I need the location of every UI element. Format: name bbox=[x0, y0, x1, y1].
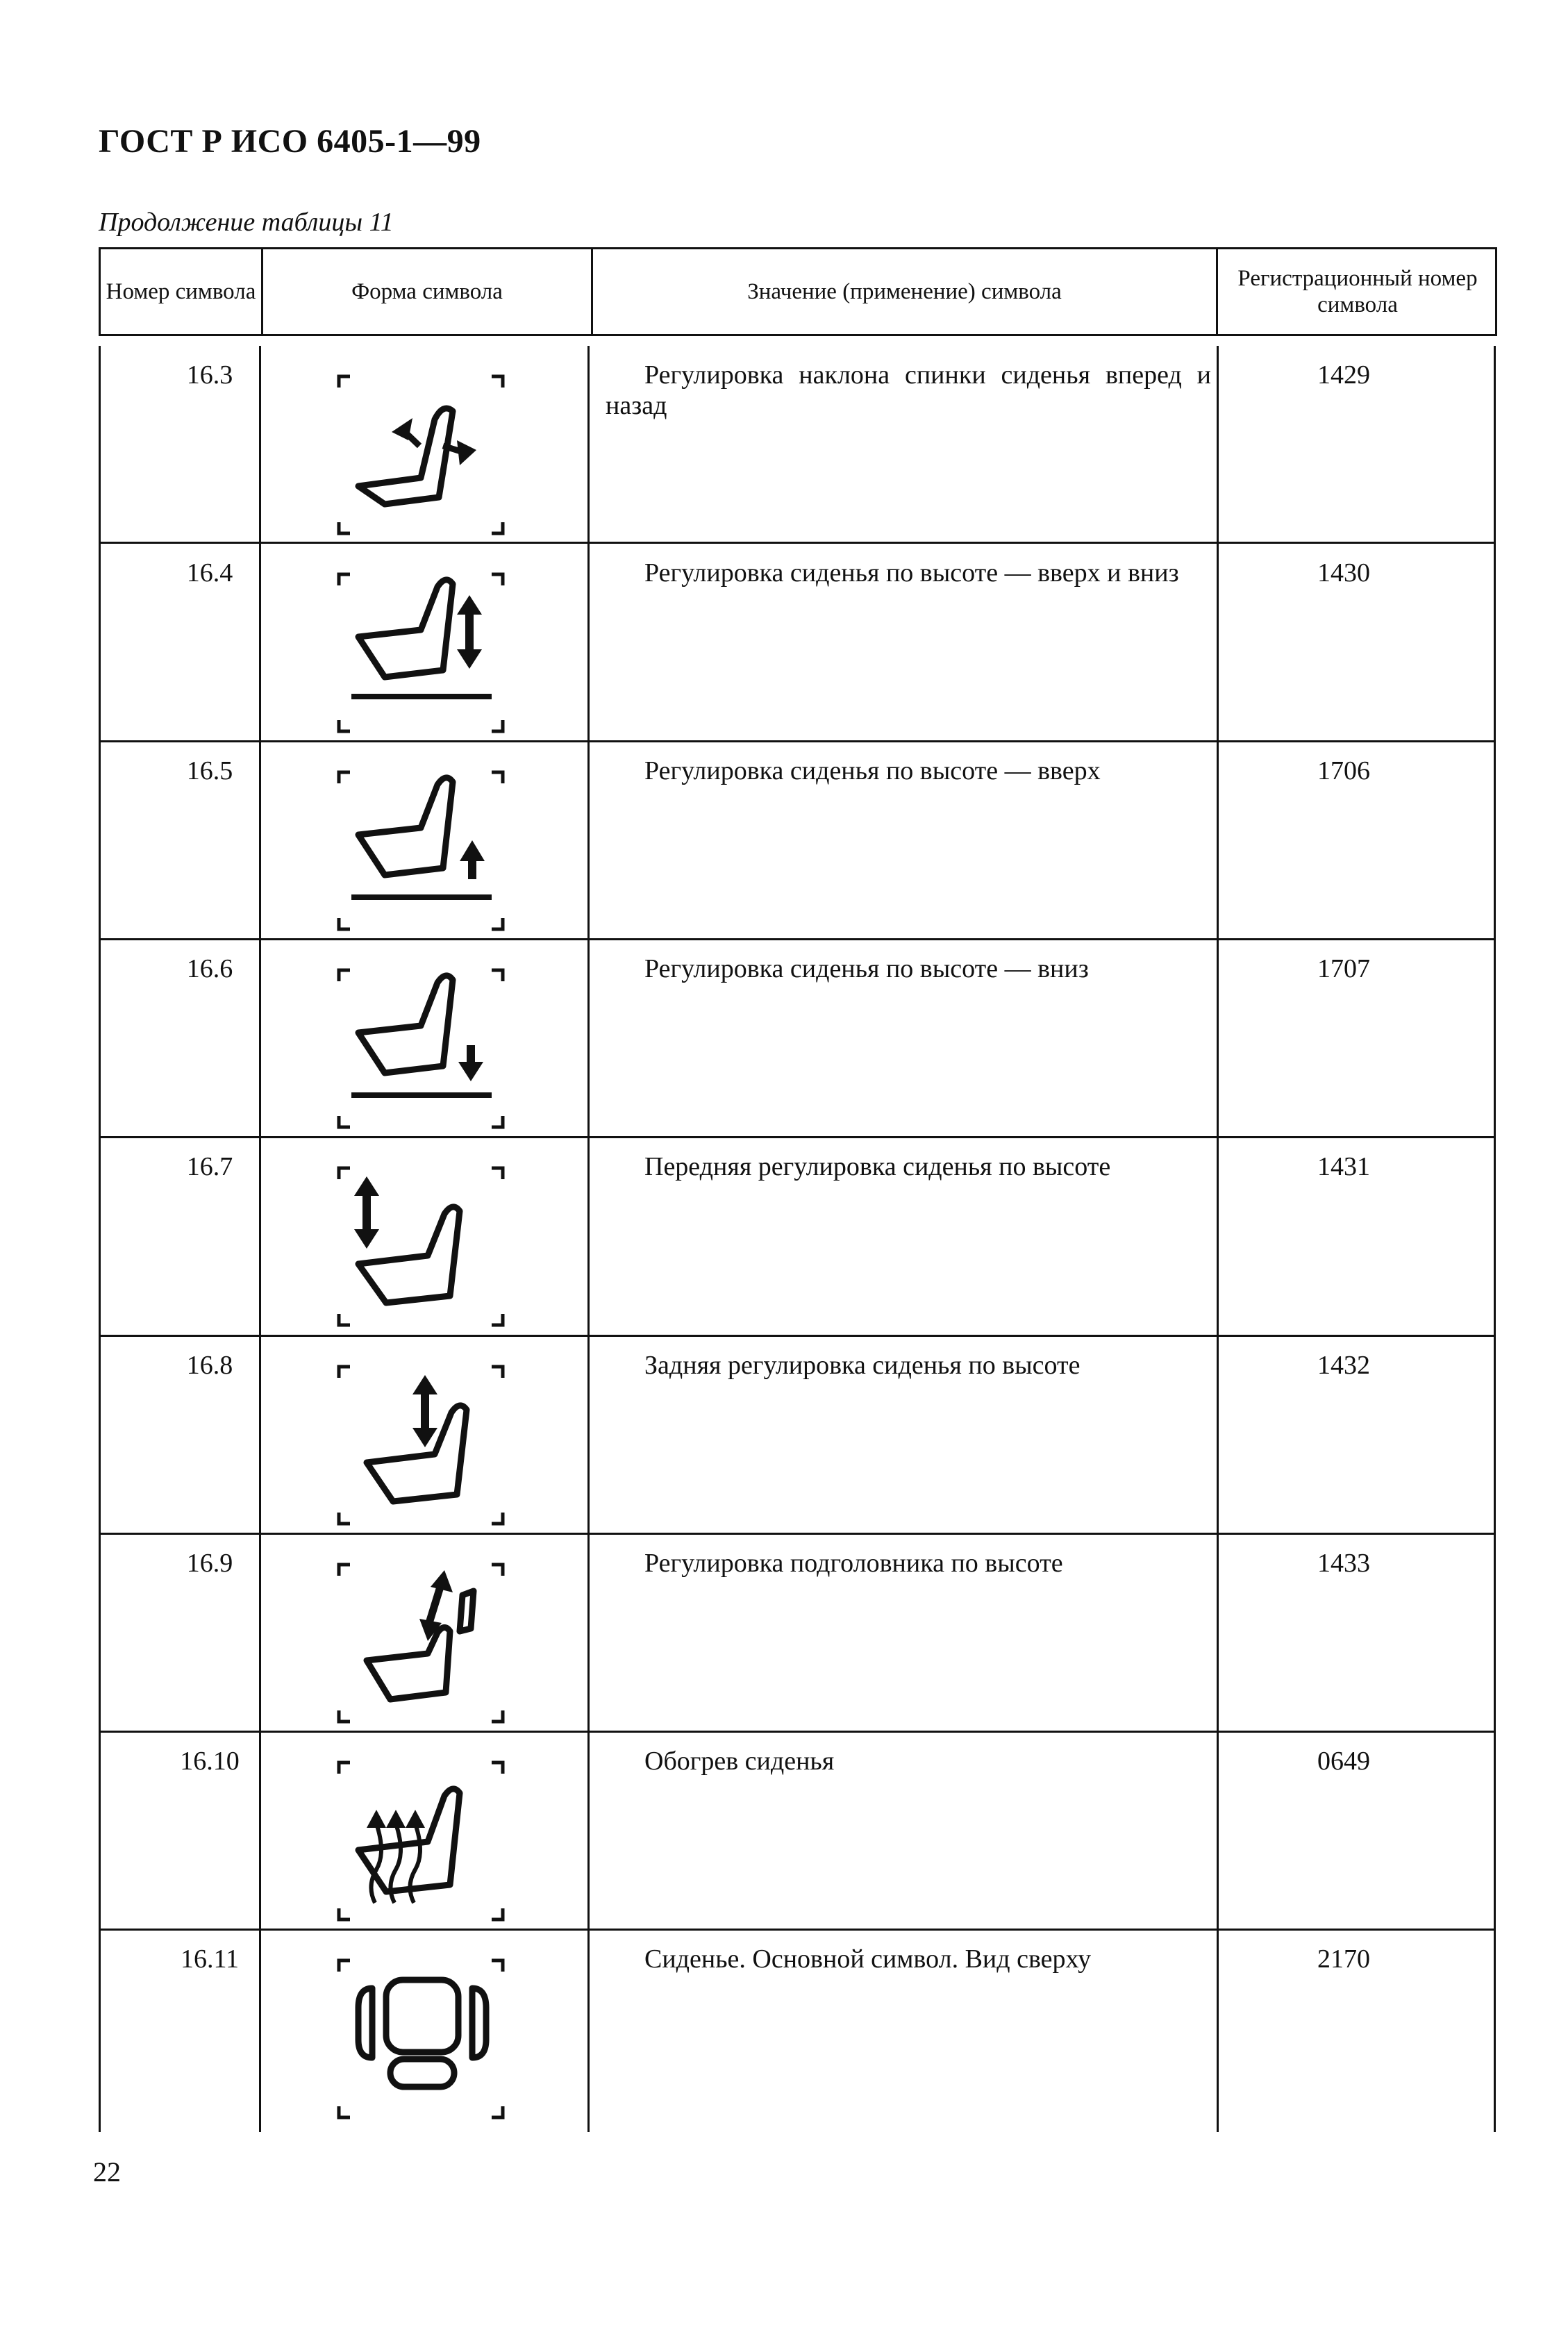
symbol-number: 16.4 bbox=[186, 558, 233, 588]
symbol-meaning: Регулировка сиденья по высоте — вверх bbox=[644, 756, 1101, 785]
registration-number: 1432 bbox=[1317, 1351, 1370, 1380]
symbol-meaning: Обогрев сиденья bbox=[644, 1747, 835, 1776]
seat-height-down-icon bbox=[331, 962, 518, 1135]
symbol-meaning: Регулировка подголовника по высоте bbox=[644, 1549, 1063, 1578]
table-caption: Продолжение таблицы 11 bbox=[99, 208, 394, 237]
seatback-tilt-icon bbox=[331, 368, 518, 542]
symbol-number: 16.6 bbox=[186, 954, 233, 983]
seat-front-height-icon bbox=[331, 1160, 518, 1333]
row-line bbox=[99, 1731, 1496, 1733]
column-line bbox=[1494, 346, 1496, 2132]
document-title: ГОСТ Р ИСО 6405-1—99 bbox=[99, 123, 481, 160]
headrest-height-icon bbox=[331, 1556, 518, 1730]
seat-heating-icon bbox=[331, 1754, 518, 1928]
header-number: Номер символа bbox=[101, 249, 263, 334]
registration-number: 2170 bbox=[1317, 1944, 1370, 1974]
symbol-number: 16.8 bbox=[186, 1351, 233, 1380]
symbol-number: 16.11 bbox=[180, 1944, 240, 1974]
symbol-meaning: Сиденье. Основной символ. Вид сверху bbox=[644, 1944, 1092, 1974]
symbol-meaning: Регулировка наклона спинки сиденья вперед и назад bbox=[606, 360, 1211, 420]
column-line bbox=[1217, 346, 1219, 2132]
row-line bbox=[99, 740, 1496, 742]
header-form: Форма символа bbox=[263, 249, 593, 334]
symbol-number: 16.10 bbox=[180, 1747, 240, 1776]
symbol-meaning: Передняя регулировка сиденья по высоте bbox=[644, 1152, 1111, 1181]
row-line bbox=[99, 938, 1496, 940]
page-number: 22 bbox=[93, 2156, 121, 2188]
column-line bbox=[587, 346, 590, 2132]
symbol-meaning: Регулировка сиденья по высоте — вниз bbox=[644, 954, 1089, 983]
row-line bbox=[99, 1136, 1496, 1138]
header-registration: Регистрационный номер символа bbox=[1237, 266, 1478, 317]
seat-rear-height-icon bbox=[331, 1358, 518, 1532]
row-line bbox=[99, 542, 1496, 544]
header-meaning: Значение (применение) символа bbox=[593, 249, 1218, 334]
symbol-meaning: Задняя регулировка сиденья по высоте bbox=[644, 1351, 1081, 1380]
symbol-number: 16.3 bbox=[186, 360, 233, 390]
symbol-number: 16.7 bbox=[186, 1152, 233, 1181]
row-line bbox=[99, 1929, 1496, 1931]
registration-number: 1706 bbox=[1317, 756, 1370, 785]
row-line bbox=[99, 1533, 1496, 1535]
column-line bbox=[259, 346, 261, 2132]
registration-number: 0649 bbox=[1317, 1747, 1370, 1776]
symbol-number: 16.5 bbox=[186, 756, 233, 785]
column-line bbox=[99, 346, 101, 2132]
registration-number: 1707 bbox=[1317, 954, 1370, 983]
seat-height-up-down-icon bbox=[331, 566, 518, 740]
table-header bbox=[99, 247, 1497, 336]
row-line bbox=[99, 1335, 1496, 1337]
symbol-number: 16.9 bbox=[186, 1549, 233, 1578]
registration-number: 1429 bbox=[1317, 360, 1370, 390]
registration-number: 1430 bbox=[1317, 558, 1370, 588]
registration-number: 1431 bbox=[1317, 1152, 1370, 1181]
seat-height-up-icon bbox=[331, 764, 518, 938]
registration-number: 1433 bbox=[1317, 1549, 1370, 1578]
symbol-meaning: Регулировка сиденья по высоте — вверх и вниз bbox=[644, 558, 1179, 588]
seat-top-view-icon bbox=[331, 1952, 518, 2126]
